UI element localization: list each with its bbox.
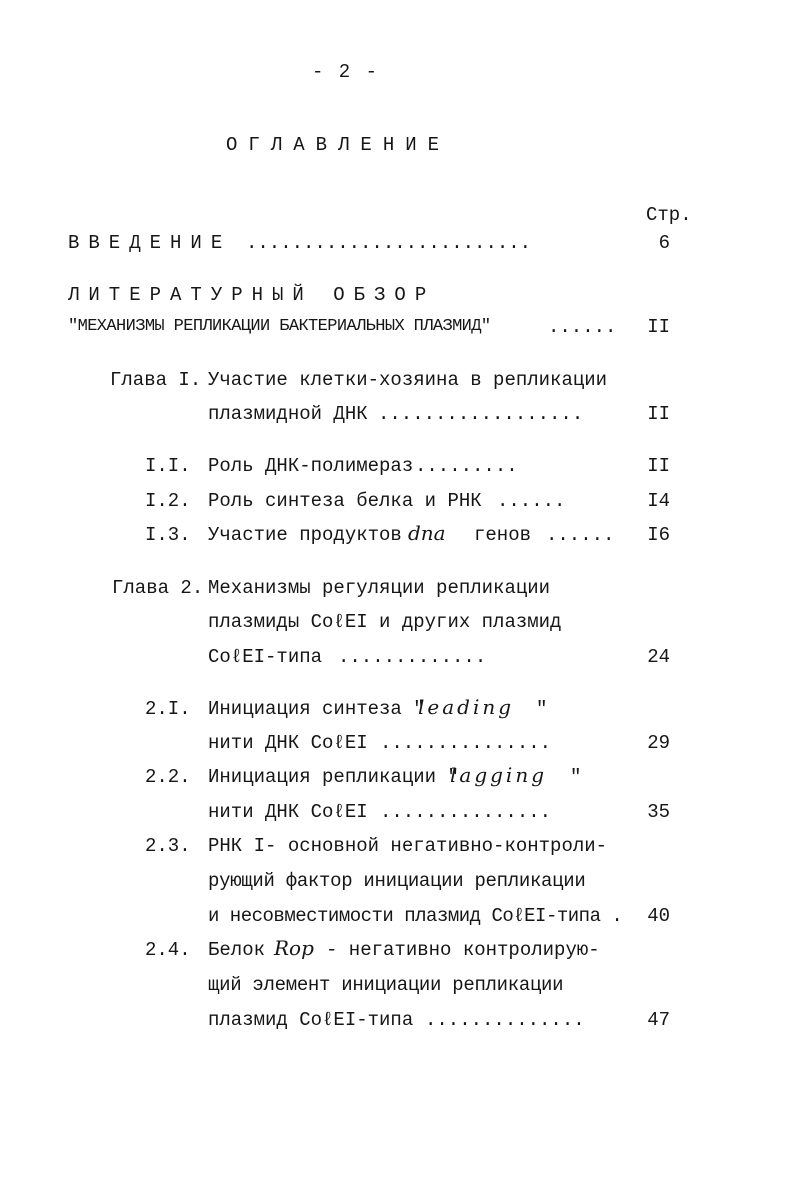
toc-leader-dots: .............	[338, 646, 487, 668]
section-title-line-3: и несовместимости плазмид CoℓEI-типа .	[208, 905, 623, 927]
handwritten-gene-name: dna	[408, 521, 446, 545]
handwritten-protein-name: Rop	[274, 936, 314, 960]
toc-page-number: 47	[647, 1009, 670, 1031]
section-number: I.3.	[145, 524, 191, 546]
section-title-line-3: плазмид CoℓEI-типа	[208, 1009, 414, 1031]
toc-entry-label: ВВЕДЕНИЕ	[68, 232, 232, 254]
toc-page-number: 35	[647, 801, 670, 823]
toc-leader-dots: .........	[415, 455, 518, 477]
toc-entry-label: ЛИТЕРАТУРНЫЙ ОБЗОР	[68, 284, 436, 306]
toc-leader-dots: .........................	[246, 232, 532, 254]
chapter-label: Глава I.	[110, 369, 202, 391]
section-title-quote: "	[536, 698, 548, 720]
section-number: 2.3.	[145, 835, 191, 857]
handwritten-term: leading	[418, 695, 515, 719]
chapter-title-line-1: Механизмы регуляции репликации	[208, 577, 551, 599]
section-title: Роль синтеза белка и РНК	[208, 490, 482, 512]
toc-leader-dots: ......	[548, 316, 617, 338]
toc-leader-dots: ...............	[380, 801, 552, 823]
page-column-label: Стр.	[646, 204, 692, 226]
toc-leader-dots: ......	[546, 524, 615, 546]
section-title-line-2: щий элемент инициации репликации	[208, 974, 564, 996]
section-title-quote: "	[570, 766, 582, 788]
toc-page-number: I4	[647, 490, 670, 512]
toc-page-number: 24	[647, 646, 670, 668]
page-number: - 2 -	[312, 61, 380, 83]
section-title: Участие продуктов	[208, 524, 402, 546]
section-title-line-2: нити ДНК CoℓEI	[208, 732, 368, 754]
handwritten-term: lagging	[450, 763, 548, 787]
chapter-label: Глава 2.	[112, 577, 204, 599]
section-title-line-1: РНК I- основной негативно-контроли-	[208, 835, 608, 857]
chapter-title-line-3: CoℓEI-типа	[208, 646, 323, 668]
section-title: Инициация синтеза "	[208, 698, 425, 720]
section-number: 2.2.	[145, 766, 191, 788]
page-title: ОГЛАВЛЕНИЕ	[226, 134, 451, 156]
section-title-line-2: рующий фактор инициации репликации	[208, 870, 586, 892]
chapter-title-line-1: Участие клетки-хозяина в репликации	[208, 369, 608, 391]
section-number: I.2.	[145, 490, 191, 512]
toc-page-number: I6	[647, 524, 670, 546]
toc-leader-dots: ...............	[380, 732, 552, 754]
toc-page-number: II	[647, 316, 670, 338]
toc-page-number: 29	[647, 732, 670, 754]
toc-page-number: 40	[647, 905, 670, 927]
chapter-title-line-2: плазмиды CoℓEI и других плазмид	[208, 611, 562, 633]
toc-leader-dots: ......	[497, 490, 566, 512]
chapter-title-line-2: плазмидной ДНК	[208, 403, 368, 425]
toc-page-number: II	[647, 403, 670, 425]
toc-entry-subtitle: "МЕХАНИЗМЫ РЕПЛИКАЦИИ БАКТЕРИАЛЬНЫХ ПЛАЗМИД"	[68, 317, 491, 336]
toc-leader-dots: ..................	[378, 403, 584, 425]
toc-leader-dots: ..............	[425, 1009, 585, 1031]
section-title-line-2: нити ДНК CoℓEI	[208, 801, 368, 823]
section-title: Белок	[208, 939, 266, 961]
toc-page-number: II	[647, 455, 670, 477]
section-title-end: - негативно контролирую-	[326, 939, 600, 961]
section-number: 2.I.	[145, 698, 191, 720]
section-title: Инициация репликации "	[208, 766, 459, 788]
toc-page-number: 6	[658, 232, 670, 254]
section-title-end: генов	[474, 524, 532, 546]
section-number: I.I.	[145, 455, 191, 477]
section-number: 2.4.	[145, 939, 191, 961]
section-title: Роль ДНК-полимераз	[208, 455, 414, 477]
